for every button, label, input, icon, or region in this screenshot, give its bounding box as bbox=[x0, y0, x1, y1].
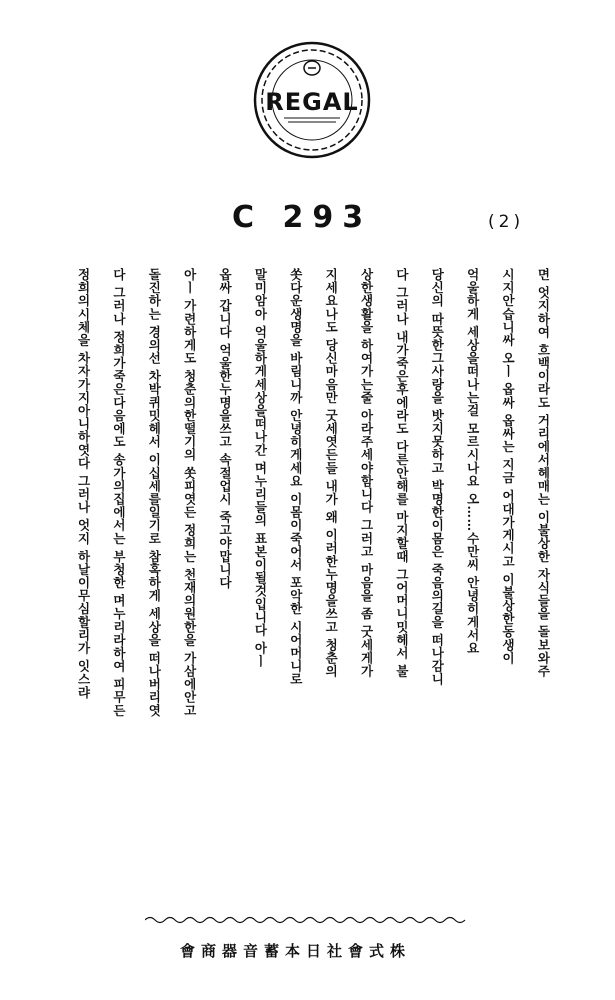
page-number: (2) bbox=[488, 212, 525, 232]
company-name: 株式會社日本蓄音器商會 bbox=[180, 942, 412, 960]
text-column: 쏫다운생명을 바림니까 안녕히게세요 이몸이죽어서 포악한 시어머니로 bbox=[288, 268, 304, 686]
logo-brand-text: REGAL bbox=[265, 88, 359, 116]
record-number: C 293 bbox=[232, 200, 373, 235]
text-column: 다 그러나 정희가죽은다음에도 송가의집에서는 부청한 며누리라하여 피무든 bbox=[111, 268, 127, 717]
text-column: 지세요나도 당신마음만 굿세엿든들 내가 왜 이러한누명을쓰고 청춘의 bbox=[323, 268, 339, 678]
text-column: 말미암아 억울하게세상을떠나간 며누리들의 표본이될것입니다 아ㅣ bbox=[252, 268, 268, 668]
regal-logo bbox=[252, 40, 372, 160]
text-column: 옵싸 갑니다 억울한누명을쓰고 속절업시 죽고야맙니다 bbox=[217, 268, 233, 590]
wavy-divider bbox=[145, 915, 470, 925]
text-column: 아ㅣ 가련하게도 청춘의한떨기의 쏫피엿든 정희는 천재의원한을 가삼에안고 bbox=[182, 268, 198, 717]
text-column: 억울하게 세상을떠나는걸 모르시나요 오……수만씨 안녕히게서요 bbox=[465, 268, 481, 655]
text-column: 돌진하는 경의선 차박퀴밋헤서 이십세를일기로 참혹하게 세상을 떠나버리엿 bbox=[146, 268, 162, 717]
text-column: 정희의시체을 차자가지아니하엿다 그러나 엇지 하날이무심할리가 잇스랴 bbox=[76, 268, 91, 699]
text-column: 면 엇지하여 흐백이라도 거리에서헤매는 이불상한 자식들을 돌보와주 bbox=[535, 268, 551, 678]
lyrics-text-block bbox=[70, 268, 556, 880]
text-column: 당신의 따뜻한그사랑을 밧지못하고 박명한이몸은 죽음의길을 떠나감니 bbox=[429, 268, 445, 686]
text-column: 상한생활을 하여가는줄 아라주세야함니다 그러고 마음을 좀 굿세게가 bbox=[359, 268, 374, 678]
text-column: 시지안습니싸 오ㅣ 옵싸 옵싸는 지금 어대가게시고 이불상한동생이 bbox=[500, 268, 516, 665]
text-column: 다 그러나 내가죽은후에라도 다른안해를 마지할때 그어머니밋헤서 불 bbox=[394, 268, 410, 678]
